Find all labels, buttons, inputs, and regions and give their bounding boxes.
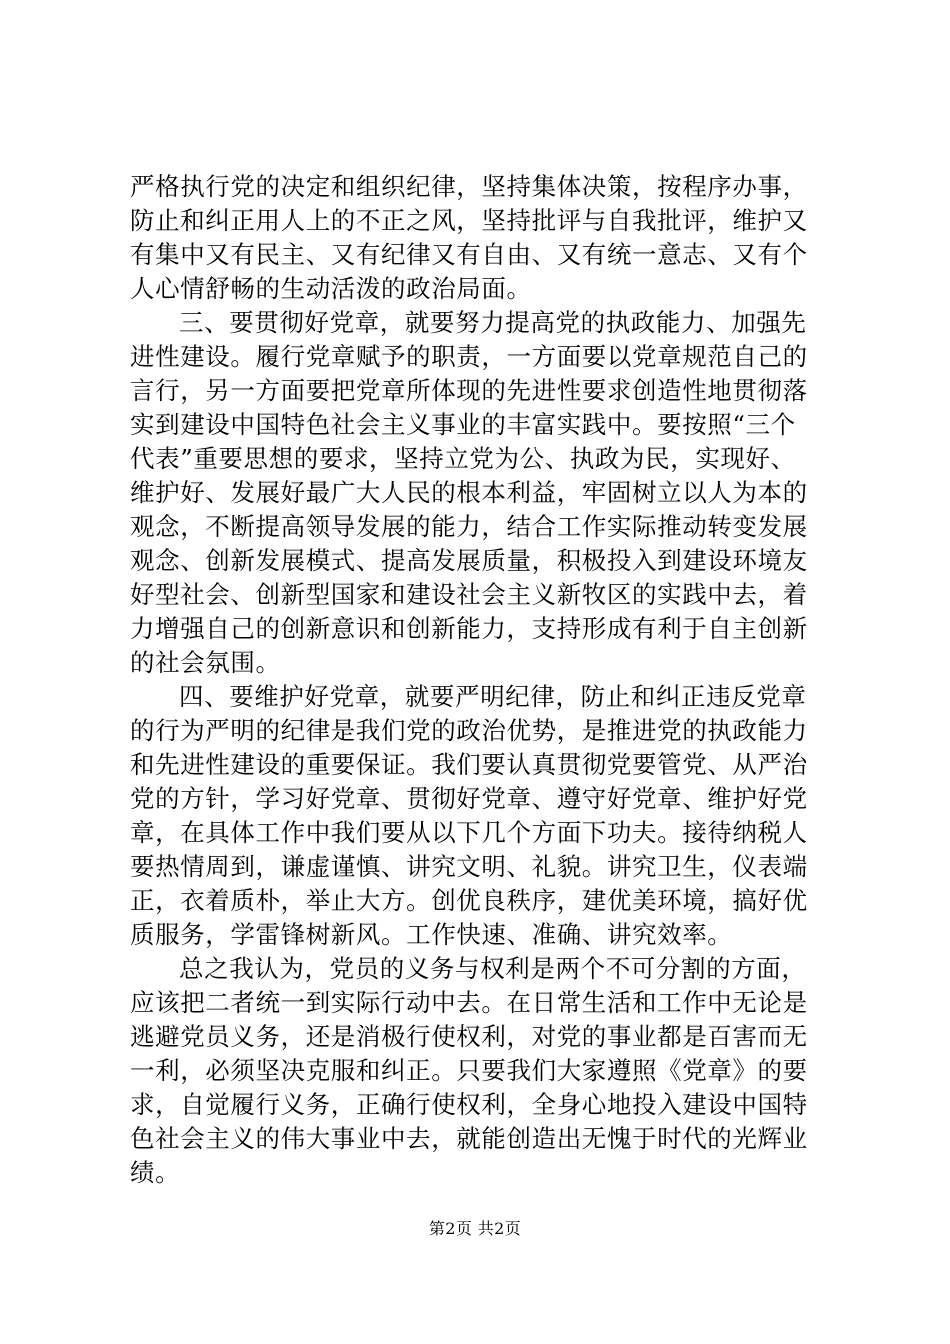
text-line: 的行为严明的纪律是我们党的政治优势，是推进党的执政能力 — [130, 716, 808, 745]
text-line: 有集中又有民主、又有纪律又有自由、又有统一意志、又有个 — [130, 240, 808, 269]
paragraph-start-line: 总之我认为，党员的义务与权利是两个不可分割的方面， — [179, 954, 807, 983]
text-line: 要热情周到，谦虚谨慎、讲究文明、礼貌。讲究卫生，仪表端 — [130, 852, 808, 881]
text-line: 绩。 — [130, 1158, 181, 1187]
text-line: 求，自觉履行义务，正确行使权利，全身心地投入建设中国特 — [130, 1090, 808, 1119]
page-number-footer: 第2页 共2页 — [428, 1219, 522, 1238]
text-line: 防止和纠正用人上的不正之风，坚持批评与自我批评，维护又 — [130, 206, 808, 235]
text-line: 好型社会、创新型国家和建设社会主义新牧区的实践中去，着 — [130, 580, 808, 609]
text-line: 观念，不断提高领导发展的能力，结合工作实际推动转变发展 — [130, 512, 808, 541]
text-line: 实到建设中国特色社会主义事业的丰富实践中。要按照“三个 — [130, 410, 796, 439]
text-line: 质服务，学雷锋树新风。工作快速、准确、讲究效率。 — [130, 920, 733, 949]
text-line: 维护好、发展好最广大人民的根本利益，牢固树立以人为本的 — [130, 478, 808, 507]
text-line: 力增强自己的创新意识和创新能力，支持形成有利于自主创新 — [130, 614, 808, 643]
text-line: 逃避党员义务，还是消极行使权利，对党的事业都是百害而无 — [130, 1022, 808, 1051]
text-line: 党的方针，学习好党章、贯彻好党章、遵守好党章、维护好党 — [130, 784, 808, 813]
paragraph-start-line: 三、要贯彻好党章，就要努力提高党的执政能力、加强先 — [179, 308, 807, 337]
text-line: 和先进性建设的重要保证。我们要认真贯彻党要管党、从严治 — [130, 750, 808, 779]
text-line: 的社会氛围。 — [130, 648, 281, 677]
text-line: 观念、创新发展模式、提高发展质量，积极投入到建设环境友 — [130, 546, 808, 575]
paragraph-start-line: 四、要维护好党章，就要严明纪律，防止和纠正违反党章 — [179, 682, 807, 711]
text-line: 章，在具体工作中我们要从以下几个方面下功夫。接待纳税人 — [130, 818, 808, 847]
text-line: 人心情舒畅的生动活泼的政治局面。 — [130, 274, 532, 303]
text-line: 严格执行党的决定和组织纪律，坚持集体决策，按程序办事， — [130, 172, 808, 201]
text-line: 应该把二者统一到实际行动中去。在日常生活和工作中无论是 — [130, 988, 808, 1017]
text-line: 进性建设。履行党章赋予的职责，一方面要以党章规范自己的 — [130, 342, 808, 371]
text-line: 一利，必须坚决克服和纠正。只要我们大家遵照《党章》的要 — [130, 1056, 808, 1085]
text-line: 色社会主义的伟大事业中去，就能创造出无愧于时代的光辉业 — [130, 1124, 808, 1153]
text-line: 言行，另一方面要把党章所体现的先进性要求创造性地贯彻落 — [130, 376, 808, 405]
text-line: 正，衣着质朴，举止大方。创优良秩序，建优美环境，搞好优 — [130, 886, 808, 915]
text-line: 代表”重要思想的要求，坚持立党为公、执政为民，实现好、 — [130, 444, 796, 473]
